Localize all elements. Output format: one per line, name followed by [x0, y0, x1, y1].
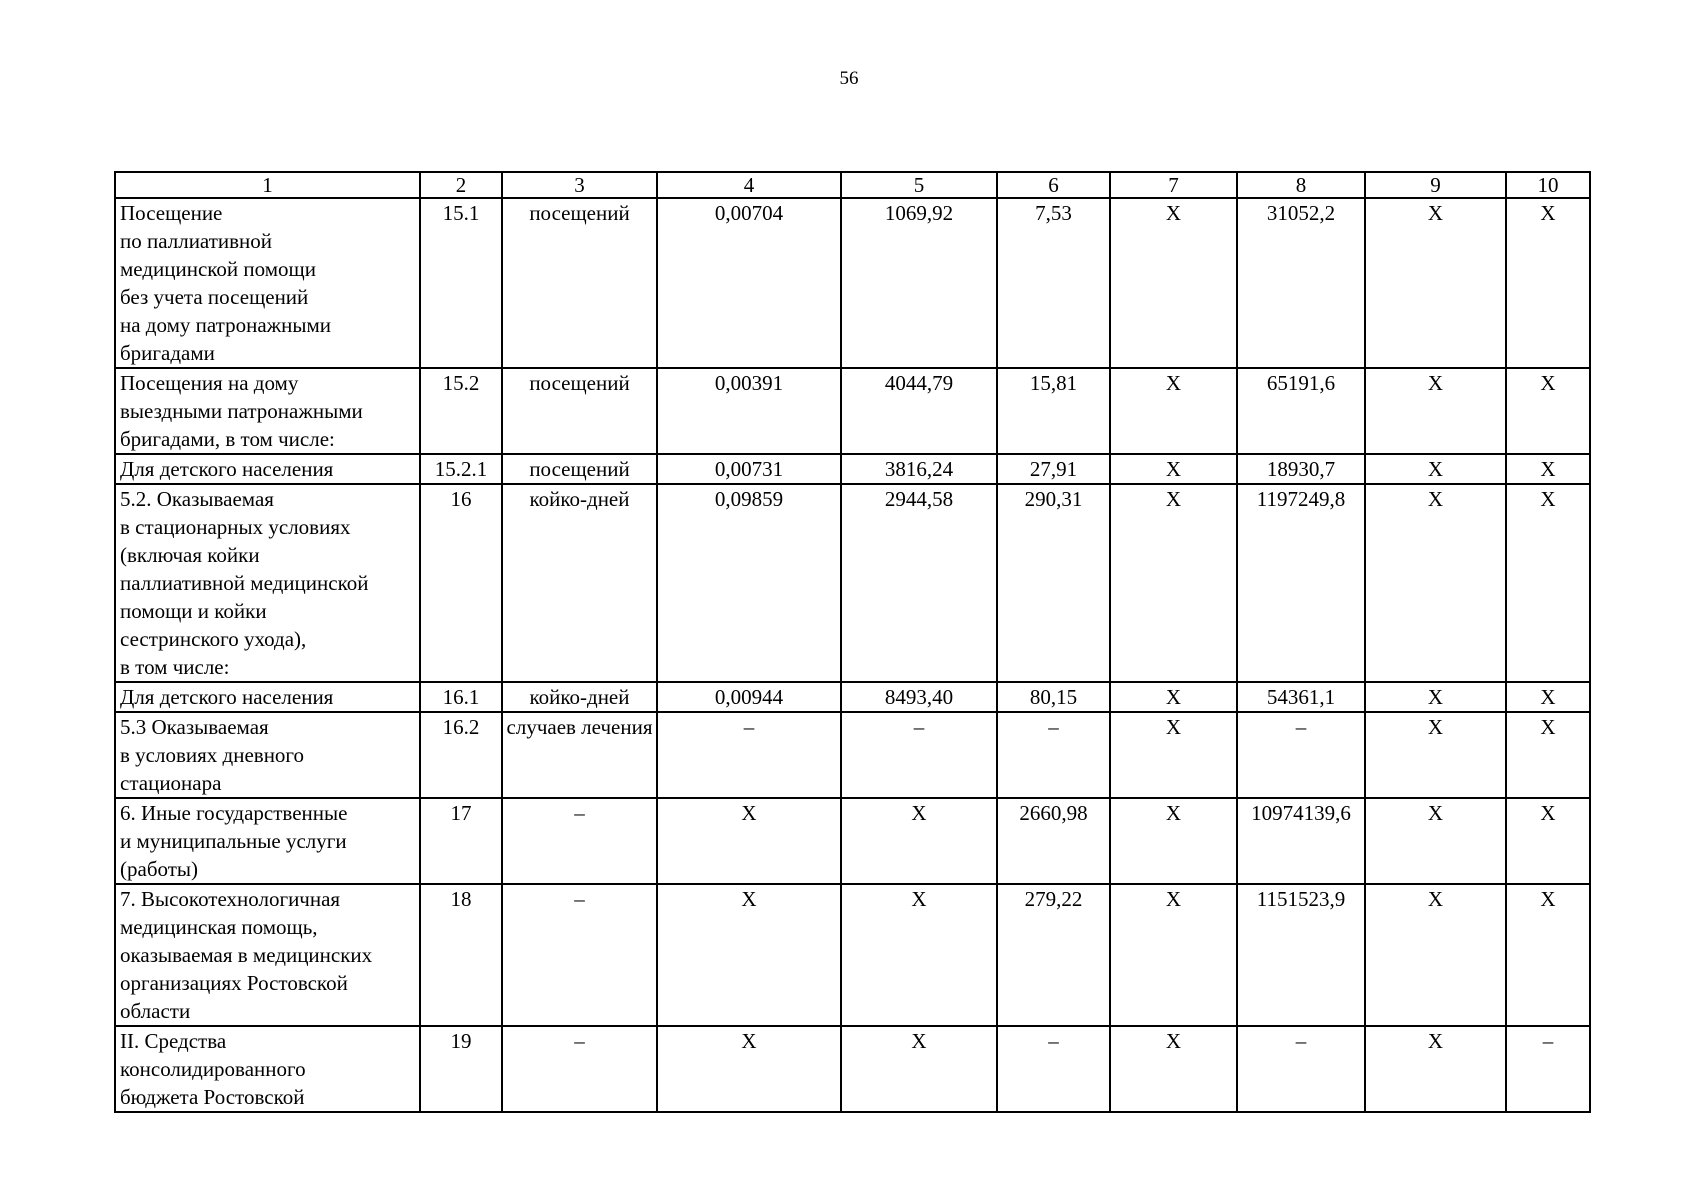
- row-name-line: бригадами, в том числе:: [120, 427, 335, 451]
- col6-cell: –: [997, 712, 1110, 798]
- row-name-line: организациях Ростовской: [120, 971, 348, 995]
- col10-cell: X: [1506, 798, 1590, 884]
- row-name-line: Для детского населения: [120, 685, 334, 709]
- col4-cell: 0,09859: [657, 484, 841, 682]
- column-header: 5: [841, 172, 997, 198]
- row-name-cell: [115, 368, 420, 454]
- row-name-line: 6. Иные государственные: [120, 801, 348, 825]
- unit-cell: койко-дней: [502, 682, 657, 712]
- col8-cell: 65191,6: [1237, 368, 1365, 454]
- col6-cell: 27,91: [997, 454, 1110, 484]
- unit-cell: посещений: [502, 368, 657, 454]
- row-name-line: (работы): [120, 857, 199, 881]
- col5-cell: 4044,79: [841, 368, 997, 454]
- col7-cell: X: [1110, 198, 1237, 368]
- row-code-cell: 16.1: [420, 682, 502, 712]
- row-code-cell: 19: [420, 1026, 502, 1112]
- col4-cell: 0,00944: [657, 682, 841, 712]
- col5-cell: 1069,92: [841, 198, 997, 368]
- table-row: [115, 884, 1590, 1026]
- column-header: 10: [1506, 172, 1590, 198]
- row-name-line: консолидированного: [120, 1057, 306, 1081]
- row-name-line: 7. Высокотехнологичная: [120, 887, 341, 911]
- col5-cell: 8493,40: [841, 682, 997, 712]
- column-number-row: [115, 172, 1590, 198]
- row-code-cell: 18: [420, 884, 502, 1026]
- row-code-cell: 17: [420, 798, 502, 884]
- col6-cell: 2660,98: [997, 798, 1110, 884]
- col7-cell: X: [1110, 368, 1237, 454]
- column-header: 3: [502, 172, 657, 198]
- col5-cell: 2944,58: [841, 484, 997, 682]
- col8-cell: 54361,1: [1237, 682, 1365, 712]
- column-header: 9: [1365, 172, 1506, 198]
- column-header: 1: [115, 172, 420, 198]
- row-name-line: в условиях дневного: [120, 743, 305, 767]
- row-name-cell: [115, 682, 420, 712]
- row-name-line: Посещения на дому: [120, 371, 299, 395]
- table-row: [115, 198, 1590, 368]
- table-row: [115, 798, 1590, 884]
- col5-cell: X: [841, 884, 997, 1026]
- table-body: [115, 172, 1590, 1112]
- unit-cell: посещений: [502, 198, 657, 368]
- row-name-line: и муниципальные услуги: [120, 829, 347, 853]
- col6-cell: –: [997, 1026, 1110, 1112]
- row-name-line: оказываемая в медицинских: [120, 943, 373, 967]
- column-header: 8: [1237, 172, 1365, 198]
- col5-cell: X: [841, 1026, 997, 1112]
- table-row: [115, 712, 1590, 798]
- table-row: [115, 484, 1590, 682]
- col8-cell: 31052,2: [1237, 198, 1365, 368]
- col7-cell: X: [1110, 712, 1237, 798]
- col6-cell: 290,31: [997, 484, 1110, 682]
- col7-cell: X: [1110, 484, 1237, 682]
- row-name-cell: [115, 1026, 420, 1112]
- column-header: 7: [1110, 172, 1237, 198]
- col8-cell: 1151523,9: [1237, 884, 1365, 1026]
- col10-cell: X: [1506, 198, 1590, 368]
- row-name-line: без учета посещений: [120, 285, 309, 309]
- col10-cell: X: [1506, 682, 1590, 712]
- col6-cell: 80,15: [997, 682, 1110, 712]
- row-name-line: выездными патронажными: [120, 399, 363, 423]
- row-name-line: сестринского ухода),: [120, 627, 307, 651]
- row-name-line: помощи и койки: [120, 599, 267, 623]
- col7-cell: X: [1110, 1026, 1237, 1112]
- col10-cell: X: [1506, 454, 1590, 484]
- col6-cell: 15,81: [997, 368, 1110, 454]
- col10-cell: X: [1506, 884, 1590, 1026]
- unit-cell: –: [502, 798, 657, 884]
- row-name-line: II. Средства: [120, 1029, 227, 1053]
- row-code-cell: 16: [420, 484, 502, 682]
- col10-cell: X: [1506, 484, 1590, 682]
- col10-cell: –: [1506, 1026, 1590, 1112]
- col9-cell: X: [1365, 484, 1506, 682]
- row-name-cell: [115, 454, 420, 484]
- col8-cell: 18930,7: [1237, 454, 1365, 484]
- col5-cell: 3816,24: [841, 454, 997, 484]
- row-code-cell: 15.2: [420, 368, 502, 454]
- unit-cell: –: [502, 884, 657, 1026]
- col7-cell: X: [1110, 798, 1237, 884]
- row-name-line: стационара: [120, 771, 222, 795]
- column-header: 6: [997, 172, 1110, 198]
- data-table: [114, 171, 1591, 1113]
- col9-cell: X: [1365, 198, 1506, 368]
- col9-cell: X: [1365, 454, 1506, 484]
- column-header: 4: [657, 172, 841, 198]
- col7-cell: X: [1110, 884, 1237, 1026]
- row-name-line: 5.3 Оказываемая: [120, 715, 269, 739]
- col4-cell: 0,00731: [657, 454, 841, 484]
- table-row: [115, 454, 1590, 484]
- col4-cell: X: [657, 798, 841, 884]
- col5-cell: –: [841, 712, 997, 798]
- col5-cell: X: [841, 798, 997, 884]
- row-name-line: области: [120, 999, 191, 1023]
- row-name-cell: [115, 884, 420, 1026]
- col10-cell: X: [1506, 368, 1590, 454]
- column-header: 2: [420, 172, 502, 198]
- col8-cell: –: [1237, 1026, 1365, 1112]
- col9-cell: X: [1365, 368, 1506, 454]
- row-name-cell: [115, 198, 420, 368]
- table-row: [115, 368, 1590, 454]
- col4-cell: –: [657, 712, 841, 798]
- row-name-line: медицинская помощь,: [120, 915, 318, 939]
- col9-cell: X: [1365, 682, 1506, 712]
- col4-cell: X: [657, 884, 841, 1026]
- unit-cell: койко-дней: [502, 484, 657, 682]
- table-row: [115, 682, 1590, 712]
- row-name-cell: [115, 484, 420, 682]
- col7-cell: X: [1110, 682, 1237, 712]
- col6-cell: 279,22: [997, 884, 1110, 1026]
- col9-cell: X: [1365, 884, 1506, 1026]
- page-number: 56: [839, 68, 859, 89]
- row-name-line: 5.2. Оказываемая: [120, 487, 274, 511]
- unit-cell: посещений: [502, 454, 657, 484]
- row-name-line: Посещение: [120, 201, 223, 225]
- col4-cell: 0,00391: [657, 368, 841, 454]
- row-name-line: на дому патронажными: [120, 313, 332, 337]
- col10-cell: X: [1506, 712, 1590, 798]
- col8-cell: 10974139,6: [1237, 798, 1365, 884]
- row-name-line: Для детского населения: [120, 457, 334, 481]
- unit-cell: случаев лечения: [502, 712, 657, 798]
- row-name-line: (включая койки: [120, 543, 260, 567]
- row-name-line: бюджета Ростовской: [120, 1085, 305, 1109]
- col9-cell: X: [1365, 1026, 1506, 1112]
- table-row: [115, 1026, 1590, 1112]
- row-code-cell: 15.2.1: [420, 454, 502, 484]
- col4-cell: 0,00704: [657, 198, 841, 368]
- col9-cell: X: [1365, 712, 1506, 798]
- col4-cell: X: [657, 1026, 841, 1112]
- row-name-line: бригадами: [120, 341, 215, 365]
- row-name-line: паллиативной медицинской: [120, 571, 369, 595]
- row-name-line: по паллиативной: [120, 229, 273, 253]
- unit-cell: –: [502, 1026, 657, 1112]
- row-code-cell: 16.2: [420, 712, 502, 798]
- col8-cell: 1197249,8: [1237, 484, 1365, 682]
- col9-cell: X: [1365, 798, 1506, 884]
- row-name-line: медицинской помощи: [120, 257, 316, 281]
- col8-cell: –: [1237, 712, 1365, 798]
- col7-cell: X: [1110, 454, 1237, 484]
- row-name-cell: [115, 712, 420, 798]
- row-code-cell: 15.1: [420, 198, 502, 368]
- row-name-cell: [115, 798, 420, 884]
- row-name-line: в стационарных условиях: [120, 515, 351, 539]
- row-name-line: в том числе:: [120, 655, 230, 679]
- col6-cell: 7,53: [997, 198, 1110, 368]
